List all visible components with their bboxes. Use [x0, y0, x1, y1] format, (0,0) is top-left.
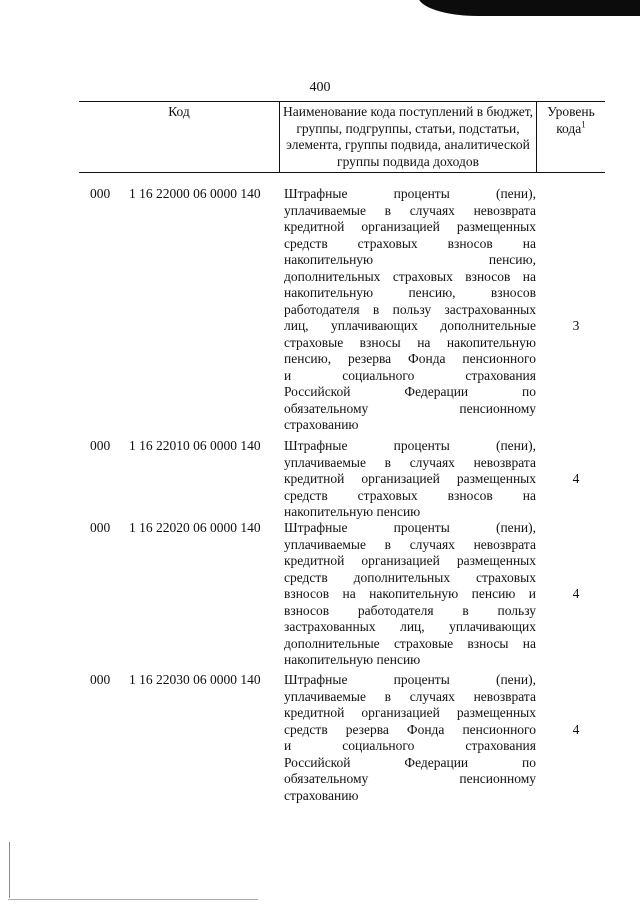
admin-code: 000	[90, 520, 111, 535]
code-level: 4	[572, 471, 580, 486]
budget-code: 1 16 22020 06 0000 140	[129, 520, 261, 535]
description-line: накопительную пенсию, взносов	[284, 285, 536, 300]
description-line: дополнительные страховые взносы на	[284, 635, 536, 651]
description-line: взносов на накопительную пенсию и	[284, 586, 536, 601]
description-line: лиц, уплачивающих дополнительные	[284, 318, 536, 333]
table-header	[79, 101, 605, 173]
description-line: Штрафные проценты (пени),	[284, 438, 536, 453]
description-line: накопительную пенсию	[284, 504, 421, 519]
budget-code: 1 16 22030 06 0000 140	[129, 672, 261, 687]
header-level	[537, 102, 606, 173]
description-line: средств страховых взносов на	[284, 487, 536, 503]
code-level: 4	[572, 721, 580, 737]
description-line: Штрафные проценты (пени),	[284, 672, 536, 687]
income-description	[284, 186, 536, 434]
scan-artifact-top	[418, 0, 640, 16]
description-line: накопительную пенсию,	[284, 252, 536, 267]
description-line: и социального страхования	[284, 367, 536, 383]
description-line: средств страховых взносов на	[284, 235, 536, 251]
description-line: уплачиваемые в случаях невозврата	[284, 536, 536, 552]
description-line: Штрафные проценты (пени),	[284, 520, 536, 535]
income-description	[284, 520, 536, 669]
description-line: уплачиваемые в случаях невозврата	[284, 688, 536, 704]
description-line: страхованию	[284, 787, 359, 803]
description-line: страхованию	[284, 417, 359, 432]
header-level-footnote: 1	[581, 119, 586, 129]
admin-code: 000	[90, 438, 111, 453]
description-line: застрахованных лиц, уплачивающих	[284, 619, 536, 634]
scan-artifact-bottom-line	[8, 899, 258, 900]
description-line: накопительную пенсию	[284, 652, 421, 667]
admin-code: 000	[90, 672, 111, 687]
description-line: работодателя в пользу застрахованных	[284, 301, 536, 317]
description-line: Российской Федерации по	[284, 754, 536, 770]
admin-code: 000	[90, 186, 111, 201]
description-line: средств дополнительных страховых	[284, 569, 536, 585]
description-line: обязательному пенсионному	[284, 771, 536, 786]
header-name-label: Наименование кода поступлений в бюджет, группы, подгруппы, статьи, подстатьи, элемента, группы подвида, аналитической группы подвида доходов	[283, 104, 534, 169]
header-level-label: Уровень кода	[547, 104, 595, 136]
description-line: страховые взносы на накопительную	[284, 334, 536, 350]
description-line: кредитной организацией размещенных	[284, 705, 536, 720]
income-description	[284, 672, 536, 804]
description-line: уплачиваемые в случаях невозврата	[284, 454, 536, 470]
header-kod-label: Код	[168, 104, 190, 119]
description-line: и социального страхования	[284, 738, 536, 753]
income-description	[284, 438, 536, 521]
header-kod	[79, 102, 280, 173]
description-line: кредитной организацией размещенных	[284, 553, 536, 568]
code-level: 3	[572, 318, 580, 333]
description-line: Российской Федерации по	[284, 384, 536, 399]
header-name	[280, 102, 537, 173]
budget-code: 1 16 22010 06 0000 140	[129, 438, 261, 453]
description-line: кредитной организацией размещенных	[284, 219, 536, 234]
description-line: кредитной организацией размещенных	[284, 471, 536, 486]
description-line: средств резерва Фонда пенсионного	[284, 721, 536, 737]
description-line: уплачиваемые в случаях невозврата	[284, 202, 536, 218]
description-line: пенсию, резерва Фонда пенсионного	[284, 351, 536, 366]
description-line: взносов работодателя в пользу	[284, 602, 536, 618]
scan-artifact-left-line	[9, 842, 10, 898]
description-line: дополнительных страховых взносов на	[284, 268, 536, 284]
description-line: Штрафные проценты (пени),	[284, 186, 536, 201]
budget-code: 1 16 22000 06 0000 140	[129, 186, 261, 201]
page-number: 400	[309, 80, 331, 95]
description-line: обязательному пенсионному	[284, 400, 536, 416]
code-level: 4	[572, 586, 580, 601]
